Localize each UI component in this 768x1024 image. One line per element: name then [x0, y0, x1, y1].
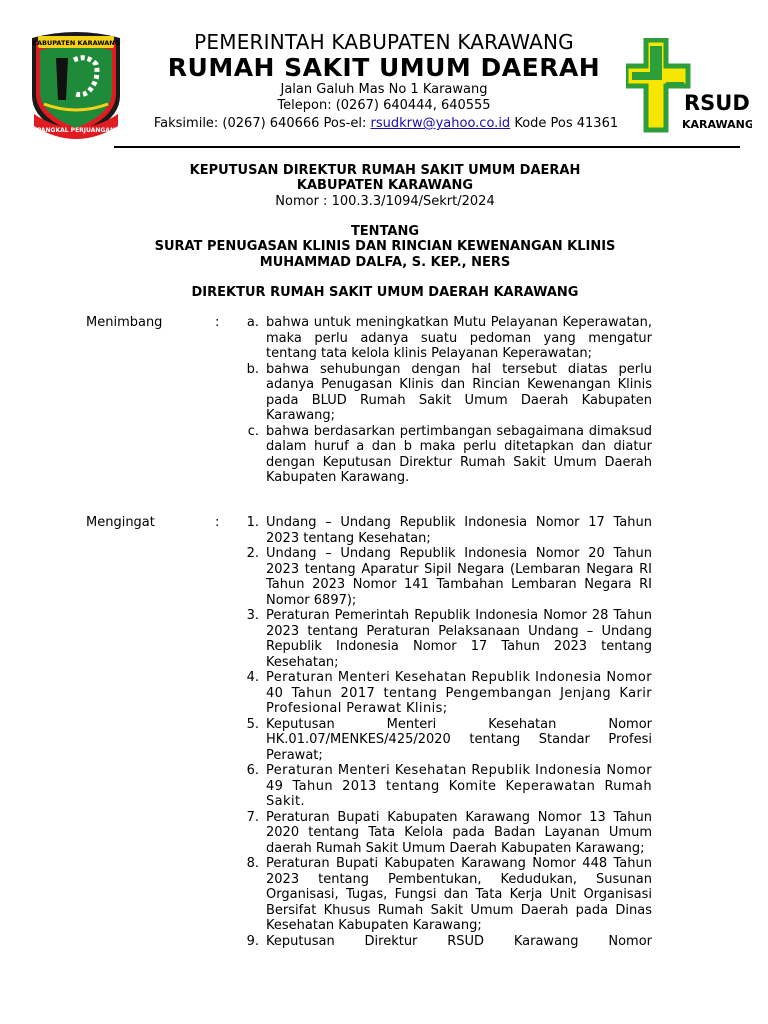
- rsud-logo: [626, 38, 752, 134]
- list-item-text: Undang – Undang Republik Indonesia Nomor 20 Tahun 2023 tentang Aparatur Sipil Negara (Lembaran Negara RI Tahun 2023 Nomor 141 Tambahan Lembaran Negara RI Nomor 6897);: [266, 546, 652, 608]
- list-item: [236, 934, 652, 950]
- list-marker: 2.: [246, 546, 259, 561]
- list-item: [236, 717, 652, 764]
- list-item: [236, 763, 652, 810]
- mengingat-list: [236, 515, 652, 949]
- list-item-text: Peraturan Bupati Kabupaten Karawang Nomor 13 Tahun 2020 tentang Tata Kelola pada Badan Layanan Umum daerah Rumah Sakit Umum Daerah Kabupaten Karawang;: [266, 809, 652, 856]
- list-item: [236, 810, 652, 857]
- list-item-text: Keputusan Menteri Kesehatan Nomor HK.01.07/MENKES/425/2020 tentang Standar Profesi Perawat;: [266, 716, 652, 763]
- list-marker: 5.: [246, 716, 259, 732]
- list-marker: a.: [246, 315, 259, 330]
- list-item-text: Peraturan Menteri Kesehatan Republik Indonesia Nomor 40 Tahun 2017 tentang Pengembangan Jenjang Karir Profesional Perawat Klinis;: [266, 670, 652, 716]
- list-marker: c.: [247, 423, 259, 439]
- list-item-text: Undang – Undang Republik Indonesia Nomor 17 Tahun 2023 tentang Kesehatan;: [266, 515, 652, 546]
- list-marker: 8.: [246, 856, 259, 871]
- hospital-name: RUMAH SAKIT UMUM DAERAH: [167, 53, 601, 82]
- decree-subject-line1: SURAT PENUGASAN KLINIS DAN RINCIAN KEWENANGAN KLINIS: [154, 239, 616, 254]
- crest-top-text: KABUPATEN KARAWANG: [31, 39, 121, 47]
- postcode: Kode Pos 41361: [510, 116, 619, 131]
- hospital-address: Jalan Galuh Mas No 1 Karawang: [280, 82, 488, 97]
- list-marker: 3.: [246, 608, 259, 623]
- decree-title-line1: KEPUTUSAN DIREKTUR RUMAH SAKIT UMUM DAERAH: [189, 163, 581, 178]
- government-name: PEMERINTAH KABUPATEN KARAWANG: [194, 30, 574, 54]
- menimbang-label: Menimbang: [86, 315, 163, 330]
- list-marker: 1.: [246, 515, 259, 530]
- menimbang-list: [236, 315, 652, 486]
- list-item: [236, 608, 652, 670]
- list-marker: 9.: [246, 933, 259, 949]
- karawang-crest-icon: [26, 30, 126, 144]
- list-item: [236, 515, 652, 546]
- director-heading: DIREKTUR RUMAH SAKIT UMUM DAERAH KARAWANG: [191, 285, 579, 300]
- list-item: [236, 546, 652, 608]
- list-item-text: bahwa untuk meningkatkan Mutu Pelayanan Keperawatan, maka perlu adanya suatu pedoman yang mengatur tentang tata kelola klinis Pelayanan Keperawatan;: [266, 315, 652, 361]
- list-marker: 6.: [246, 763, 259, 778]
- decree-about: TENTANG: [350, 224, 420, 239]
- list-item-text: Peraturan Pemerintah Republik Indonesia Nomor 28 Tahun 2023 tentang Peraturan Pelaksanaan Undang – Undang Republik Indonesia Nomor 17 Tahun 2023 tentang Kesehatan;: [266, 608, 652, 670]
- list-item-text: bahwa sehubungan dengan hal tersebut diatas perlu adanya Penugasan Klinis dan Rincian Kewenangan Klinis pada BLUD Rumah Sakit Umum Daerah Kabupaten Karawang;: [266, 361, 652, 423]
- list-item: [236, 670, 652, 717]
- list-item-text: bahwa berdasarkan pertimbangan sebagaimana dimaksud dalam huruf a dan b maka perlu ditetapkan dan diatur dengan Keputusan Direktur Rumah Sakit Umum Daerah Kabupaten Karawang.: [266, 423, 652, 485]
- green-cross-icon: [626, 40, 688, 130]
- list-item: [236, 315, 652, 362]
- email-link[interactable]: rsudkrw@yahoo.co.id: [370, 116, 511, 131]
- list-item: [236, 362, 652, 424]
- mengingat-colon: :: [215, 515, 220, 530]
- rsud-logo-line1: RSUD: [684, 91, 750, 115]
- rsud-logo-line2: KARAWANG: [682, 118, 752, 131]
- letterhead-divider: [114, 146, 740, 148]
- list-item: [236, 856, 652, 934]
- decree-title-line2: KABUPATEN KARAWANG: [296, 178, 474, 193]
- hospital-fax-line: [126, 116, 646, 131]
- list-item-text: Keputusan Direktur RSUD Karawang Nomor: [266, 933, 652, 949]
- hospital-phone: Telepon: (0267) 640444, 640555: [277, 98, 491, 113]
- list-item-text: Peraturan Menteri Kesehatan Republik Indonesia Nomor 49 Tahun 2013 tentang Komite Keperawatan Rumah Sakit.: [266, 763, 652, 809]
- decree-number: Nomor : 100.3.3/1094/Sekrt/2024: [275, 194, 495, 209]
- mengingat-label: Mengingat: [86, 515, 155, 530]
- list-marker: 4.: [246, 670, 259, 685]
- list-marker: b.: [246, 361, 259, 377]
- decree-subject-line2: MUHAMMAD DALFA, S. KEP., NERS: [259, 255, 511, 270]
- menimbang-colon: :: [215, 315, 220, 330]
- list-item-text: Peraturan Bupati Kabupaten Karawang Nomor 448 Tahun 2023 tentang Pembentukan, Kedudukan, Susunan Organisasi, Tugas, Fungsi dan Tata Kerja Unit Organisasi Bersifat Khusus Rumah Sakit Umum Daerah pada Dinas Kesehatan Kabupaten Karawang;: [266, 856, 652, 933]
- list-item: [236, 424, 652, 486]
- fax-prefix: Faksimile: (0267) 640666 Pos-el:: [153, 116, 371, 131]
- list-marker: 7.: [246, 809, 259, 825]
- crest-bottom-text: PANGKAL PERJUANGAN: [37, 127, 115, 134]
